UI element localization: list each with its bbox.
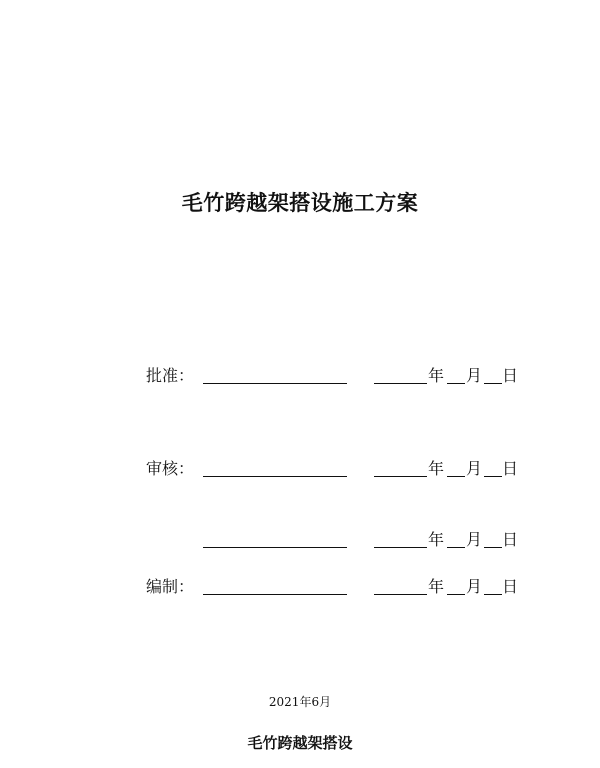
review-row (0, 457, 600, 481)
year-blank (374, 594, 427, 595)
year-blank (374, 476, 427, 477)
month-unit: 月 (466, 577, 483, 596)
approval-label: 批准： (146, 366, 195, 385)
month-blank (447, 383, 465, 384)
month-unit: 月 (466, 530, 483, 549)
day-blank (484, 594, 502, 595)
day-unit: 日 (502, 366, 519, 385)
year-unit: 年 (428, 530, 445, 549)
year-unit: 年 (428, 577, 445, 596)
month-blank (447, 547, 465, 548)
year-blank (374, 383, 427, 384)
day-blank (484, 476, 502, 477)
document-title: 毛竹跨越架搭设施工方案 (181, 190, 419, 215)
section-heading: 毛竹跨越架搭设 (247, 734, 353, 752)
review-label: 审核： (146, 459, 195, 478)
day-unit: 日 (502, 530, 519, 549)
month-unit: 月 (466, 459, 483, 478)
compiler-label: 编制： (146, 577, 195, 596)
footer-date: 2021年6月 (268, 695, 332, 709)
day-blank (484, 383, 502, 384)
month-unit: 月 (466, 366, 483, 385)
approval-signature-line (203, 383, 347, 384)
compiler-signature-line (203, 594, 347, 595)
day-unit: 日 (502, 577, 519, 596)
compiler-row (0, 575, 600, 599)
month-blank (447, 594, 465, 595)
month-blank (447, 476, 465, 477)
unlabeled-row (0, 528, 600, 552)
review-signature-line (203, 476, 347, 477)
year-unit: 年 (428, 459, 445, 478)
day-unit: 日 (502, 459, 519, 478)
approval-row (0, 364, 600, 388)
year-unit: 年 (428, 366, 445, 385)
year-blank (374, 547, 427, 548)
day-blank (484, 547, 502, 548)
unlabeled-signature-line (203, 547, 347, 548)
